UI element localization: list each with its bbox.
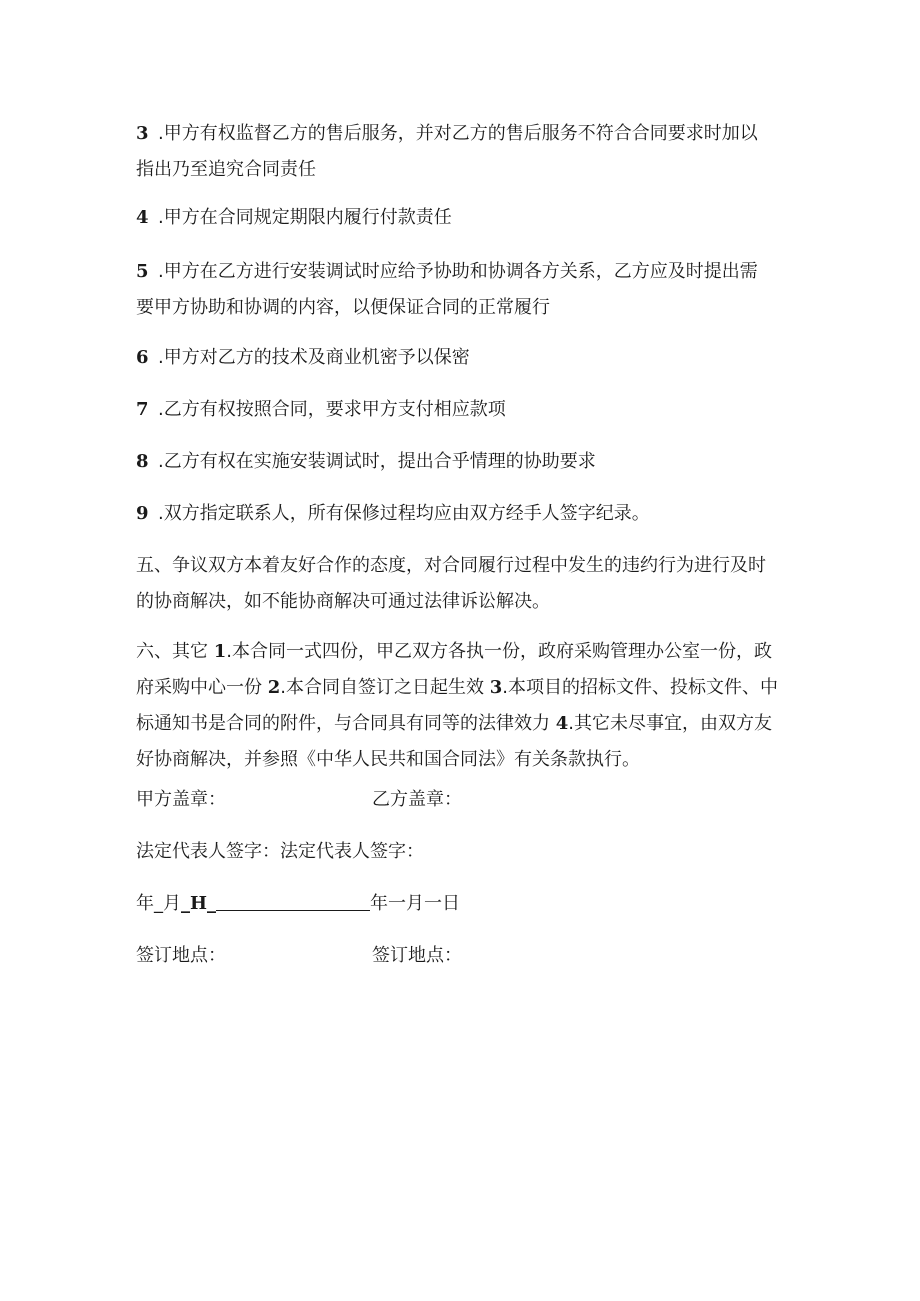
clause-number: 3	[136, 123, 149, 144]
clause-4	[136, 200, 786, 236]
section-text: .本合同一式四份，甲乙双方各执一份，政府采购管理办公室一份，政	[226, 641, 772, 662]
clause-text: .甲方在合同规定期限内履行付款责任	[158, 207, 452, 228]
representative-row	[136, 834, 636, 870]
party-a-date-year: 年	[136, 893, 154, 914]
clause-text: .甲方有权监督乙方的售后服务，并对乙方的售后服务不符合合同要求时加以	[158, 123, 758, 144]
clause-7	[136, 392, 786, 428]
clause-8	[136, 444, 786, 480]
section-text: 好协商解决，并参照《中华人民共和国合同法》有关条款执行。	[136, 749, 640, 770]
clause-5	[136, 254, 786, 326]
item-number: 4	[555, 713, 569, 734]
clause-text: .甲方在乙方进行安装调试时应给予协助和协调各方关系，乙方应及时提出需	[158, 261, 758, 282]
clause-text: .双方指定联系人，所有保修过程均应由双方经手人签字纪录。	[158, 503, 650, 524]
clause-text: .乙方有权在实施安装调试时，提出合乎情理的协助要求	[158, 451, 596, 472]
clause-text: 指出乃至追究合同责任	[136, 159, 316, 180]
section-text: 六、其它	[136, 641, 214, 662]
item-number: 2	[267, 677, 281, 698]
seal-row	[136, 782, 636, 818]
clause-number: 5	[136, 261, 149, 282]
clause-text: .甲方对乙方的技术及商业机密予以保密	[158, 347, 470, 368]
section-text: 标通知书是合同的附件，与合同具有同等的法律效力	[136, 713, 556, 734]
date-row	[136, 886, 636, 922]
clause-3	[136, 116, 786, 188]
section-text: 府采购中心一份	[136, 677, 268, 698]
clause-text: 要甲方协助和协调的内容，以便保证合同的正常履行	[136, 297, 550, 318]
date-blank-line	[216, 888, 370, 911]
item-number: 1	[213, 641, 227, 662]
clause-text: .乙方有权按照合同，要求甲方支付相应款项	[158, 399, 506, 420]
party-a-seal-label: 甲方盖章：	[136, 789, 226, 810]
clause-number: 6	[136, 347, 149, 368]
clause-6	[136, 340, 786, 376]
party-b-date: 年一月一日	[370, 893, 461, 914]
party-a-rep-label: 法定代表人签字：	[136, 841, 280, 862]
party-a-date-day: _H_	[181, 893, 217, 914]
section-text: 五、争议双方本着友好合作的态度，对合同履行过程中发生的违约行为进行及时	[136, 555, 766, 576]
section-other	[136, 634, 786, 778]
clause-number: 7	[136, 399, 149, 420]
party-b-place-label: 签订地点：	[372, 945, 462, 966]
clause-number: 9	[136, 503, 149, 524]
clause-number: 4	[136, 207, 149, 228]
clause-9	[136, 496, 786, 532]
section-text: 的协商解决，如不能协商解决可通过法律诉讼解决。	[136, 591, 550, 612]
section-text: .本合同自签订之日起生效	[280, 677, 490, 698]
party-a-place-label: 签订地点：	[136, 945, 226, 966]
section-text: .其它未尽事宜，由双方友	[568, 713, 772, 734]
party-b-rep-label: 法定代表人签字：	[280, 841, 424, 862]
party-a-date-month: _月	[154, 893, 181, 914]
party-b-seal-label: 乙方盖章：	[372, 789, 462, 810]
place-row	[136, 938, 636, 974]
item-number: 3	[489, 677, 503, 698]
section-text: .本项目的招标文件、投标文件、中	[502, 677, 778, 698]
clause-number: 8	[136, 451, 149, 472]
section-dispute	[136, 548, 786, 620]
